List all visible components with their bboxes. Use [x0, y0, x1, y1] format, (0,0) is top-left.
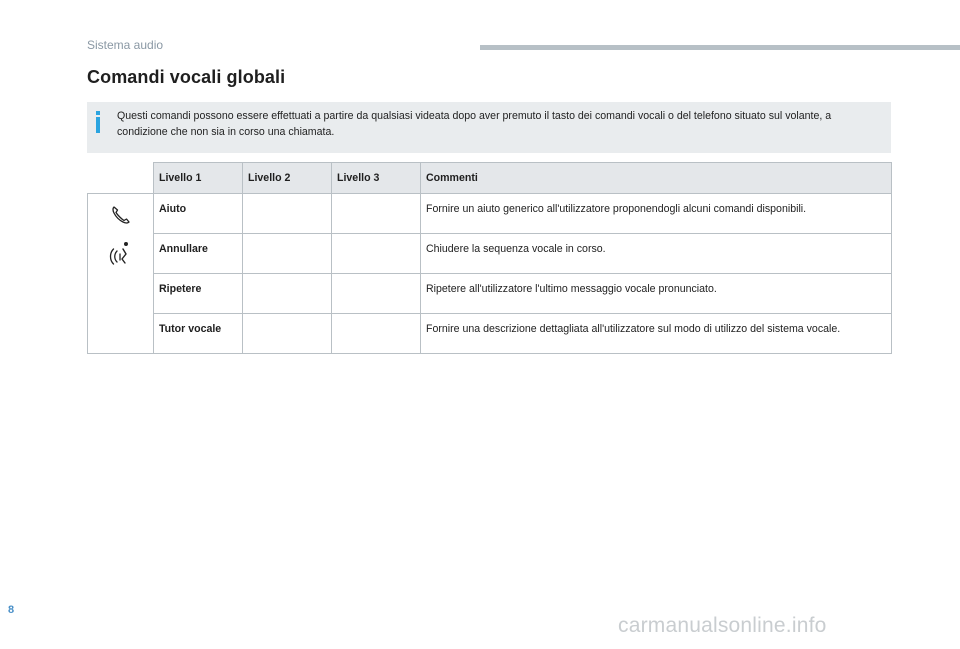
table-row	[88, 194, 892, 234]
table-header-level2: Livello 2	[243, 163, 332, 194]
cell-level2	[243, 234, 332, 274]
cell-level2	[243, 194, 332, 234]
table-row	[88, 234, 892, 274]
info-text: Questi comandi possono essere effettuati a partire da qualsiasi videata dopo aver premuto il tasto dei comandi vocali o del telefono situato sul volante, a condizione che non sia in corso una chiamata.	[117, 110, 832, 138]
info-box	[87, 102, 891, 153]
cell-level2	[243, 314, 332, 354]
watermark: carmanualsonline.info	[618, 614, 827, 637]
cell-level1: Aiuto	[154, 194, 243, 234]
page-title: Comandi vocali globali	[87, 67, 286, 87]
cell-level3	[332, 194, 421, 234]
info-icon	[94, 111, 102, 131]
cell-level3	[332, 314, 421, 354]
cell-level1: Ripetere	[154, 274, 243, 314]
voice-command-icon	[109, 240, 133, 266]
cell-comment: Ripetere all'utilizzatore l'ultimo messaggio vocale pronunciato.	[421, 274, 892, 314]
table-row	[88, 274, 892, 314]
cell-comment: Fornire una descrizione dettagliata all'utilizzatore sul modo di utilizzo del sistema vocale.	[421, 314, 892, 354]
table-header-blank	[88, 163, 154, 194]
cell-level2	[243, 274, 332, 314]
page-number: 8	[8, 604, 15, 616]
cell-comment: Fornire un aiuto generico all'utilizzatore proponendogli alcuni comandi disponibili.	[421, 194, 892, 234]
cell-level1: Annullare	[154, 234, 243, 274]
cell-level3	[332, 234, 421, 274]
command-icons-cell	[88, 194, 154, 354]
commands-table	[87, 162, 892, 354]
table-row	[88, 314, 892, 354]
table-header-row	[88, 163, 892, 194]
header-bar	[480, 45, 960, 50]
phone-icon	[110, 204, 132, 226]
cell-level3	[332, 274, 421, 314]
cell-comment: Chiudere la sequenza vocale in corso.	[421, 234, 892, 274]
table-header-comments: Commenti	[421, 163, 892, 194]
table-header-level3: Livello 3	[332, 163, 421, 194]
table-header-level1: Livello 1	[154, 163, 243, 194]
cell-level1: Tutor vocale	[154, 314, 243, 354]
section-label: Sistema audio	[87, 38, 164, 52]
